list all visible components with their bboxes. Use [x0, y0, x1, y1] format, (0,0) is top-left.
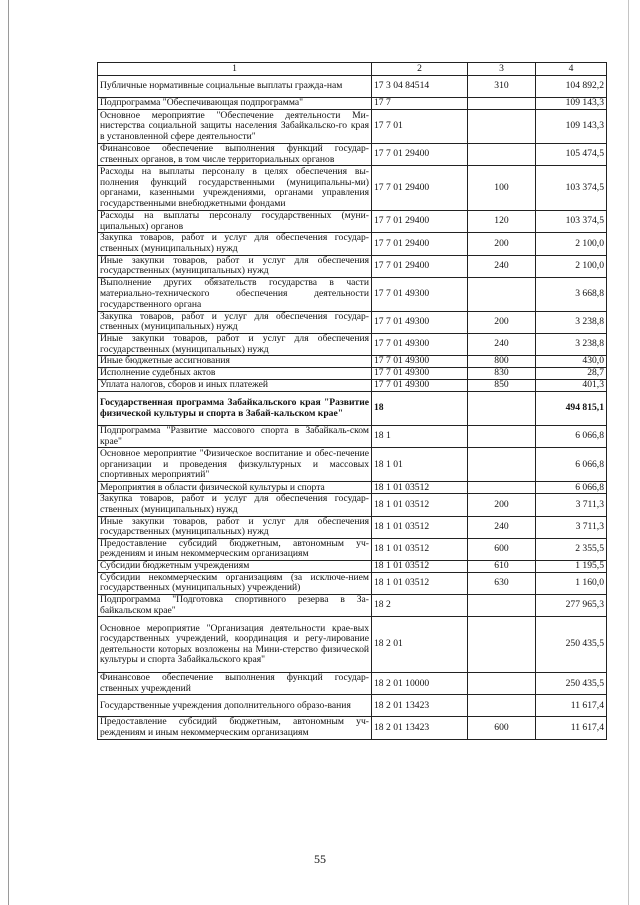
table-row	[98, 368, 607, 380]
row-code: 18 2	[372, 595, 468, 617]
row-expense-type: 100	[468, 166, 536, 211]
row-amount: 28,7	[536, 368, 607, 380]
header-col-3: 3	[468, 63, 536, 76]
row-code: 17 7 01 49300	[372, 277, 468, 311]
row-code: 18 1 01	[372, 448, 468, 482]
table-row	[98, 448, 607, 482]
row-name: Финансовое обеспечение выполнения функций государ-ственных учреждений	[98, 673, 372, 695]
row-amount: 104 892,2	[536, 76, 607, 98]
row-code: 17 3 04 84514	[372, 76, 468, 98]
row-name: Государственная программа Забайкальского края "Развитие физической культуры и спорта в Забай-кальском крае"	[98, 392, 372, 426]
table-row	[98, 617, 607, 673]
row-name: Расходы на выплаты персоналу государственных (муни-ципальных) органов	[98, 211, 372, 233]
row-name: Основное мероприятие "Организация деятельности крае-вых государственных учреждений, координация и регу-лирование деятельности которых возложены на Мини-стерство физической культуры и спорта Забайкальского края"	[98, 617, 372, 673]
row-name: Иные закупки товаров, работ и услуг для обеспечения государственных (муниципальных) нужд	[98, 255, 372, 277]
row-expense-type: 600	[468, 717, 536, 739]
row-amount: 250 435,5	[536, 617, 607, 673]
table-row	[98, 572, 607, 594]
row-code: 18 2 01 10000	[372, 673, 468, 695]
row-code: 17 7 01 29400	[372, 233, 468, 255]
row-amount: 3 238,8	[536, 311, 607, 333]
row-amount: 11 617,4	[536, 717, 607, 739]
row-amount: 6 066,8	[536, 426, 607, 448]
row-name: Расходы на выплаты персоналу в целях обеспечения вы-полнения функций государственными (муниципальны-ми) органами, казенными учреждениями, органами управления государственными внебюджетными фондами	[98, 166, 372, 211]
row-code: 18 1 01 03512	[372, 482, 468, 494]
row-expense-type	[468, 426, 536, 448]
row-name: Предоставление субсидий бюджетным, автономным уч-реждениям и иным некоммерческим организациям	[98, 538, 372, 560]
table-row	[98, 110, 607, 144]
row-amount: 6 066,8	[536, 482, 607, 494]
table-row	[98, 255, 607, 277]
row-code: 17 7 01 49300	[372, 380, 468, 392]
row-amount: 105 474,5	[536, 144, 607, 166]
row-code: 18 2 01 13423	[372, 717, 468, 739]
row-amount: 3 238,8	[536, 333, 607, 355]
row-code: 18 1 01 03512	[372, 560, 468, 572]
table-row	[98, 333, 607, 355]
row-name: Исполнение судебных актов	[98, 368, 372, 380]
row-amount: 109 143,3	[536, 98, 607, 110]
table-row	[98, 380, 607, 392]
row-amount: 11 617,4	[536, 695, 607, 717]
row-name: Закупка товаров, работ и услуг для обеспечения государ-ственных (муниципальных) нужд	[98, 311, 372, 333]
row-name: Мероприятия в области физической культуры и спорта	[98, 482, 372, 494]
row-expense-type	[468, 98, 536, 110]
row-code: 17 7 01 29400	[372, 211, 468, 233]
row-code: 17 7 01 49300	[372, 333, 468, 355]
table-row	[98, 717, 607, 739]
table-row	[98, 392, 607, 426]
row-expense-type: 610	[468, 560, 536, 572]
row-name: Подпрограмма "Развитие массового спорта в Забайкаль-ском крае"	[98, 426, 372, 448]
table-row	[98, 516, 607, 538]
row-expense-type	[468, 695, 536, 717]
row-expense-type: 830	[468, 368, 536, 380]
row-amount: 103 374,5	[536, 166, 607, 211]
table-row	[98, 482, 607, 494]
row-code: 17 7 01 49300	[372, 356, 468, 368]
row-name: Подпрограмма "Подготовка спортивного резерва в За-байкальском крае"	[98, 595, 372, 617]
table-header-row	[98, 63, 607, 76]
row-code: 17 7	[372, 98, 468, 110]
table-row	[98, 76, 607, 98]
header-col-1: 1	[98, 63, 372, 76]
table-row	[98, 595, 607, 617]
row-code: 17 7 01 49300	[372, 368, 468, 380]
row-expense-type: 800	[468, 356, 536, 368]
row-amount: 1 160,0	[536, 572, 607, 594]
row-code: 18 1	[372, 426, 468, 448]
budget-table-body	[98, 63, 607, 740]
row-amount: 109 143,3	[536, 110, 607, 144]
row-code: 18	[372, 392, 468, 426]
scan-edge-left	[8, 0, 9, 905]
row-name: Основное мероприятие "Обеспечение деятельности Ми-нистерства социальной защиты населения Забайкальско-го края в установленной сфере деятельности"	[98, 110, 372, 144]
page-number: 55	[314, 852, 326, 866]
row-name: Финансовое обеспечение выполнения функций государ-ственных органов, в том числе территориальных органов	[98, 144, 372, 166]
row-expense-type: 240	[468, 255, 536, 277]
row-amount: 103 374,5	[536, 211, 607, 233]
row-expense-type	[468, 617, 536, 673]
row-expense-type: 240	[468, 516, 536, 538]
row-amount: 401,3	[536, 380, 607, 392]
row-name: Иные бюджетные ассигнования	[98, 356, 372, 368]
row-expense-type	[468, 110, 536, 144]
table-row	[98, 494, 607, 516]
row-expense-type	[468, 277, 536, 311]
row-name: Иные закупки товаров, работ и услуг для обеспечения государственных (муниципальных) нужд	[98, 516, 372, 538]
row-code: 17 7 01	[372, 110, 468, 144]
row-amount: 2 355,5	[536, 538, 607, 560]
row-name: Публичные нормативные социальные выплаты гражда-нам	[98, 76, 372, 98]
scan-edge-right	[628, 0, 629, 905]
table-row	[98, 538, 607, 560]
table-row	[98, 98, 607, 110]
row-expense-type	[468, 673, 536, 695]
row-code: 18 2 01	[372, 617, 468, 673]
row-expense-type	[468, 482, 536, 494]
row-code: 17 7 01 29400	[372, 166, 468, 211]
row-name: Иные закупки товаров, работ и услуг для обеспечения государственных (муниципальных) нужд	[98, 333, 372, 355]
row-name: Субсидии бюджетным учреждениям	[98, 560, 372, 572]
row-amount: 2 100,0	[536, 233, 607, 255]
row-expense-type: 630	[468, 572, 536, 594]
row-expense-type	[468, 595, 536, 617]
row-expense-type: 310	[468, 76, 536, 98]
row-name: Подпрограмма "Обеспечивающая подпрограмма"	[98, 98, 372, 110]
row-expense-type: 120	[468, 211, 536, 233]
table-row	[98, 144, 607, 166]
table-row	[98, 233, 607, 255]
row-expense-type: 600	[468, 538, 536, 560]
row-code: 18 1 01 03512	[372, 494, 468, 516]
row-code: 18 1 01 03512	[372, 572, 468, 594]
row-amount: 6 066,8	[536, 448, 607, 482]
row-name: Закупка товаров, работ и услуг для обеспечения государ-ственных (муниципальных) нужд	[98, 494, 372, 516]
row-name: Закупка товаров, работ и услуг для обеспечения государ-ственных (муниципальных) нужд	[98, 233, 372, 255]
row-expense-type: 200	[468, 494, 536, 516]
header-col-4: 4	[536, 63, 607, 76]
row-name: Государственные учреждения дополнительного образо-вания	[98, 695, 372, 717]
table-row	[98, 277, 607, 311]
row-name: Выполнение других обязательств государства в части материально-технического обеспечения деятельности государственного органа	[98, 277, 372, 311]
row-expense-type	[468, 392, 536, 426]
row-code: 17 7 01 49300	[372, 311, 468, 333]
row-expense-type: 850	[468, 380, 536, 392]
row-name: Основное мероприятие "Физическое воспитание и обес-печение организации и проведения физкультурных и массовых спортивных мероприятий"	[98, 448, 372, 482]
row-expense-type	[468, 144, 536, 166]
row-name: Субсидии некоммерческим организациям (за исключе-нием государственных (муниципальных) учреждений)	[98, 572, 372, 594]
row-code: 18 1 01 03512	[372, 538, 468, 560]
row-expense-type: 240	[468, 333, 536, 355]
row-name: Предоставление субсидий бюджетным, автономным уч-реждениям и иным некоммерческим организациям	[98, 717, 372, 739]
table-row	[98, 695, 607, 717]
row-expense-type	[468, 448, 536, 482]
table-row	[98, 211, 607, 233]
row-amount: 494 815,1	[536, 392, 607, 426]
table-row	[98, 560, 607, 572]
row-code: 18 2 01 13423	[372, 695, 468, 717]
row-amount: 3 711,3	[536, 494, 607, 516]
row-amount: 1 195,5	[536, 560, 607, 572]
row-code: 17 7 01 29400	[372, 144, 468, 166]
row-amount: 250 435,5	[536, 673, 607, 695]
row-code: 18 1 01 03512	[372, 516, 468, 538]
row-amount: 430,0	[536, 356, 607, 368]
row-amount: 2 100,0	[536, 255, 607, 277]
row-amount: 3 668,8	[536, 277, 607, 311]
row-amount: 3 711,3	[536, 516, 607, 538]
header-col-2: 2	[372, 63, 468, 76]
table-row	[98, 356, 607, 368]
row-name: Уплата налогов, сборов и иных платежей	[98, 380, 372, 392]
budget-table	[97, 62, 607, 740]
table-row	[98, 426, 607, 448]
table-row	[98, 311, 607, 333]
row-expense-type: 200	[468, 311, 536, 333]
row-expense-type: 200	[468, 233, 536, 255]
row-code: 17 7 01 29400	[372, 255, 468, 277]
row-amount: 277 965,3	[536, 595, 607, 617]
table-row	[98, 673, 607, 695]
table-row	[98, 166, 607, 211]
